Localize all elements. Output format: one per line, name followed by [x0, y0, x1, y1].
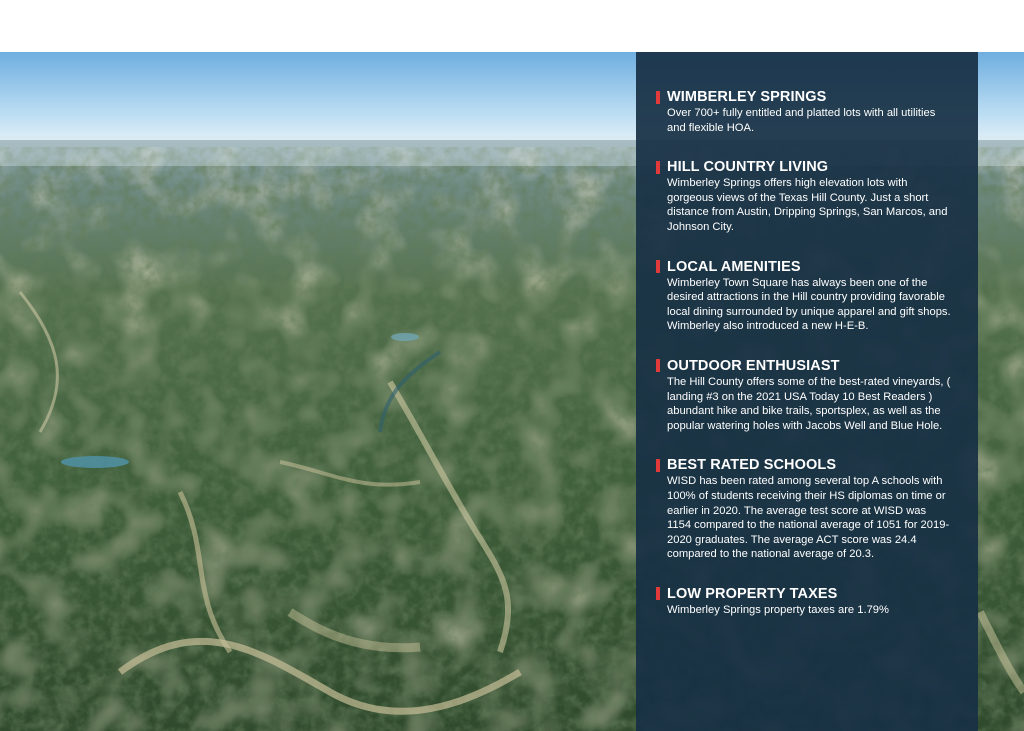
section-body: Wimberley Town Square has always been one of the desired attractions in the Hill country providing favorable local dining surrounded by unique apparel and gift shops. Wimberley also introduced a new H-E-B. [667, 276, 951, 333]
section-body: Over 700+ fully entitled and platted lots with all utilities and flexible HOA. [667, 107, 936, 134]
feature-section-local-amenities [656, 259, 952, 334]
section-title: LOW PROPERTY TAXES [667, 585, 838, 602]
accent-bar-icon [656, 359, 660, 372]
feature-section-hill-country-living [656, 159, 952, 234]
section-title: HILL COUNTRY LIVING [667, 159, 829, 176]
section-title: BEST RATED SCHOOLS [667, 457, 837, 474]
section-body: WISD has been rated among several top A schools with 100% of students receiving their HS diplomas on time or earlier in 2020. The average test score at WISD was 1154 compared to the national average of 1051 for 2019-2020 graduates. The average ACT score was 24.4 compared to the national average of 20.3. [667, 475, 950, 561]
feature-section-low-property-taxes [656, 586, 952, 618]
section-title: WIMBERLEY SPRINGS [667, 89, 827, 105]
section-title: LOCAL AMENITIES [667, 258, 801, 275]
section-body: Wimberley Springs property taxes are 1.79% [667, 603, 889, 616]
features-panel [636, 52, 978, 731]
accent-bar-icon [656, 91, 660, 104]
section-body: The Hill County offers some of the best-rated vineyards, ( landing #3 on the 2021 USA Today 10 Best Readers ) abundant hike and bike trails, sportsplex, as well as the popular watering holes with Jacobs Well and Blue Hole. [667, 375, 951, 432]
feature-section-outdoor-enthusiast [656, 358, 952, 433]
feature-section-wimberley-springs [656, 89, 952, 135]
feature-section-best-rated-schools [656, 457, 952, 562]
section-body: Wimberley Springs offers high elevation lots with gorgeous views of the Texas Hill County. Just a short distance from Austin, Dripping Springs, San Marcos, and Johnson City. [667, 177, 948, 233]
accent-bar-icon [656, 587, 660, 600]
accent-bar-icon [656, 260, 660, 273]
section-title: OUTDOOR ENTHUSIAST [667, 357, 840, 374]
accent-bar-icon [656, 459, 660, 472]
accent-bar-icon [656, 161, 660, 174]
